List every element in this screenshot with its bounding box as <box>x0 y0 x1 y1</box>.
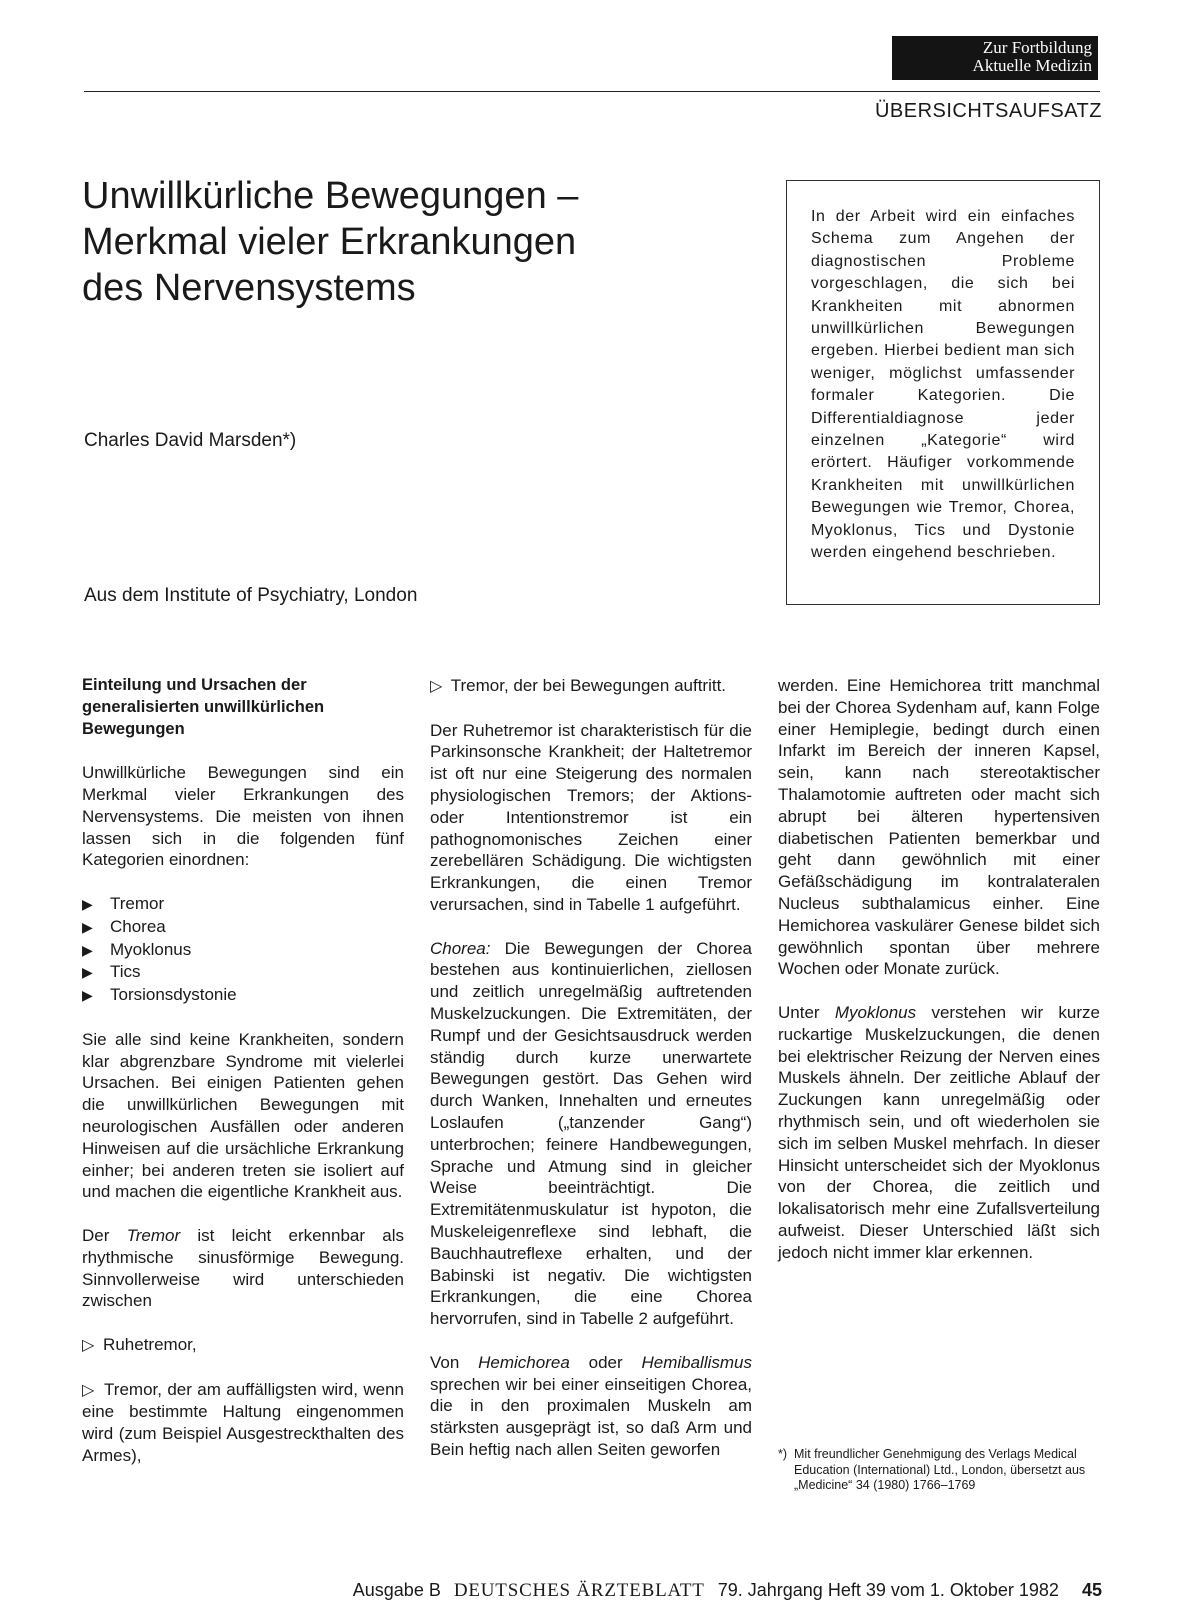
issue-info: 79. Jahrgang Heft 39 vom 1. Oktober 1982 <box>717 1580 1059 1600</box>
badge-line-1: Zur Fortbildung <box>982 38 1092 57</box>
badge-line-2: Aktuelle Medizin <box>972 56 1092 75</box>
open-triangle-icon: ▷ <box>82 1381 95 1399</box>
author: Charles David Marsden*) <box>84 430 297 451</box>
footnote <box>778 1447 1100 1494</box>
list-item: ▶ Tics <box>82 961 404 984</box>
title-line-1: Unwillkürliche Bewegungen – <box>82 175 579 217</box>
title-line-2: Merkmal vieler Erkrankungen <box>82 221 577 263</box>
footnote-text: Mit freundlicher Genehmigung des Verlags Medical Education (International) Ltd., London, übersetzt aus „Medicine“ 34 (1980) 1766–1769 <box>794 1447 1086 1492</box>
tremor-type-item: ▷ Tremor, der am auffälligsten wird, wenn eine bestimmte Haltung eingenommen wird (zum Beispiel Ausgestreckthalten des Armes), <box>82 1379 405 1465</box>
edition-label: Ausgabe B <box>352 1580 441 1600</box>
header-rule <box>84 91 1100 92</box>
filled-triangle-icon: ▶ <box>82 895 93 912</box>
affiliation: Aus dem Institute of Psychiatry, London <box>84 585 418 606</box>
page-footer <box>84 1580 1102 1602</box>
filled-triangle-icon: ▶ <box>82 964 93 981</box>
category-list <box>82 893 404 1007</box>
open-triangle-icon: ▷ <box>430 678 443 695</box>
text-column-2 <box>430 675 752 1482</box>
page-number: 45 <box>1081 1580 1102 1600</box>
paragraph-myoclonus: Unter Myoklonus verstehen wir kurze ruckartige Muskelzuckungen, die denen bei elektrischer Reizung der Nerven eines Muskels ähneln. Der zeitliche Ablauf der Zuckungen kann unregelmäßig oder rhythmisch sein, und oft wiederholen sie sich im selben Muskel mehrfach. In dieser Hinsicht unterscheidet sich der Myoklonus von der Chorea, die zeitlich und lokalisatorisch mehr eine Zufallsverteilung aufweist. Dieser Unterschied läßt sich jedoch nicht immer klar erkennen. <box>778 1002 1100 1262</box>
text-column-3 <box>778 675 1100 1285</box>
section-heading: Einteilung und Ursachen der generalisierten unwillkürlichen Bewegungen <box>82 676 325 738</box>
abstract-text: In der Arbeit wird ein einfaches Schema zum Angehen der diagnostischen Probleme vorgeschlagen, die sich bei Krankheiten mit abnormen unwillkürlichen Bewegungen ergeben. Hierbei bedient man sich weniger, möglichst umfassender formaler Kategorien. Die Differentialdiagnose jeder einzelnen „Kategorie“ wird erörtert. Häufiger vorkommende Krankheiten mit unwillkürlichen Bewegungen wie Tremor, Chorea, Myoklonus, Tics und Dystonie werden eingehend beschrieben. <box>811 208 1075 562</box>
paragraph-chorea: Chorea: Die Bewegungen der Chorea bestehen aus kontinuierlichen, ziellosen und zeitlich unregelmäßig auftretenden Muskelzuckungen. Die Extremitäten, der Rumpf und der Gesichtsausdruck werden ständig durch kurze unerwartete Bewegungen gestört. Das Gehen wird durch Wanken, Innehalten und erneutes Loslaufen („tanzender Gang“) unterbrochen; feinere Handbewegungen, Sprache und Atmung sind in gleicher Weise beeinträchtigt. Die Extremitätenmuskulatur ist hypoton, die Muskeleigenreflexe sind lebhaft, die Bauchhautreflexe erhalten, und der Babinski ist negativ. Die wichtigsten Erkrankungen, die eine Chorea hervorrufen, sind in Tabelle 2 aufgeführt. <box>430 938 752 1329</box>
list-item: ▶ Torsionsdystonie <box>82 984 404 1007</box>
filled-triangle-icon: ▶ <box>82 987 93 1004</box>
paragraph-tremor: Der Tremor ist leicht erkennbar als rhythmische sinusförmige Bewegung. Sinnvollerweise wird unterschieden zwischen <box>82 1225 404 1311</box>
list-item: ▶ Tremor <box>82 893 404 916</box>
open-triangle-icon: ▷ <box>82 1336 95 1354</box>
title-line-3: des Nervensystems <box>82 267 416 309</box>
filled-triangle-icon: ▶ <box>82 941 93 958</box>
tremor-type-item: ▷ Tremor, der bei Bewegungen auftritt. <box>430 676 727 695</box>
journal-name: DEUTSCHES ÄRZTEBLATT <box>453 1580 705 1601</box>
paragraph-intro: Unwillkürliche Bewegungen sind ein Merkmal vieler Erkrankungen des Nervensystems. Die meisten von ihnen lassen sich in die folgenden fünf Kategorien einordnen: <box>82 763 404 870</box>
paragraph-resting-tremor: Der Ruhetremor ist charakteristisch für die Parkinsonsche Krankheit; der Haltetremor ist oft nur eine Steigerung des normalen physiologischen Tremors; der Aktions- oder Intentionstremor ist ein pathognomonisches Zeichen einer zerebellären Schädigung. Die wichtigsten Erkrankungen, die einen Tremor verursachen, sind in Tabelle 1 aufgeführt. <box>430 720 752 914</box>
filled-triangle-icon: ▶ <box>82 918 93 935</box>
list-item: ▶ Myoklonus <box>82 939 404 962</box>
text-column-1 <box>82 675 404 1488</box>
paragraph-hemichorea-continued: werden. Eine Hemichorea tritt manchmal bei der Chorea Sydenham auf, kann Folge einer Hemiplegie, bedingt durch einen Infarkt im Bereich der inneren Kapsel, sein, kann nach stereotaktischer Thalamotomie auftreten oder macht sich abrupt bei älteren hypertensiven diabetischen Patienten bemerkbar und geht dann gewöhnlich mit einer Gefäßschädigung im kontralateralen Nucleus subthalamicus einher. Eine Hemichorea vaskulärer Genese bildet sich gewöhnlich spontan über mehrere Wochen oder Monate zurück. <box>778 676 1100 979</box>
list-item: ▶ Chorea <box>82 916 404 939</box>
article-title <box>82 173 722 311</box>
section-badge <box>892 36 1098 80</box>
tremor-type-item: ▷ Ruhetremor, <box>82 1334 197 1354</box>
paragraph-syndromes: Sie alle sind keine Krankheiten, sondern klar abgrenzbare Syndrome mit vielerlei Ursachen. Bei einigen Patienten gehen die unwillkürlichen Bewegungen mit neurologischen Ausfällen oder anderen Hinweisen auf die ursächliche Erkrankung einher; bei anderen treten sie isoliert auf und machen die eigentliche Krankheit aus. <box>82 1029 404 1202</box>
paragraph-hemichorea: Von Hemichorea oder Hemiballismus sprechen wir bei einer einseitigen Chorea, die in den proximalen Muskeln am stärksten ausgeprägt ist, so daß Arm und Bein heftig nach allen Seiten geworfen <box>430 1352 752 1459</box>
footnote-mark: *) <box>778 1447 788 1461</box>
section-label: ÜBERSICHTSAUFSATZ <box>874 100 1102 122</box>
abstract-box <box>786 180 1100 605</box>
